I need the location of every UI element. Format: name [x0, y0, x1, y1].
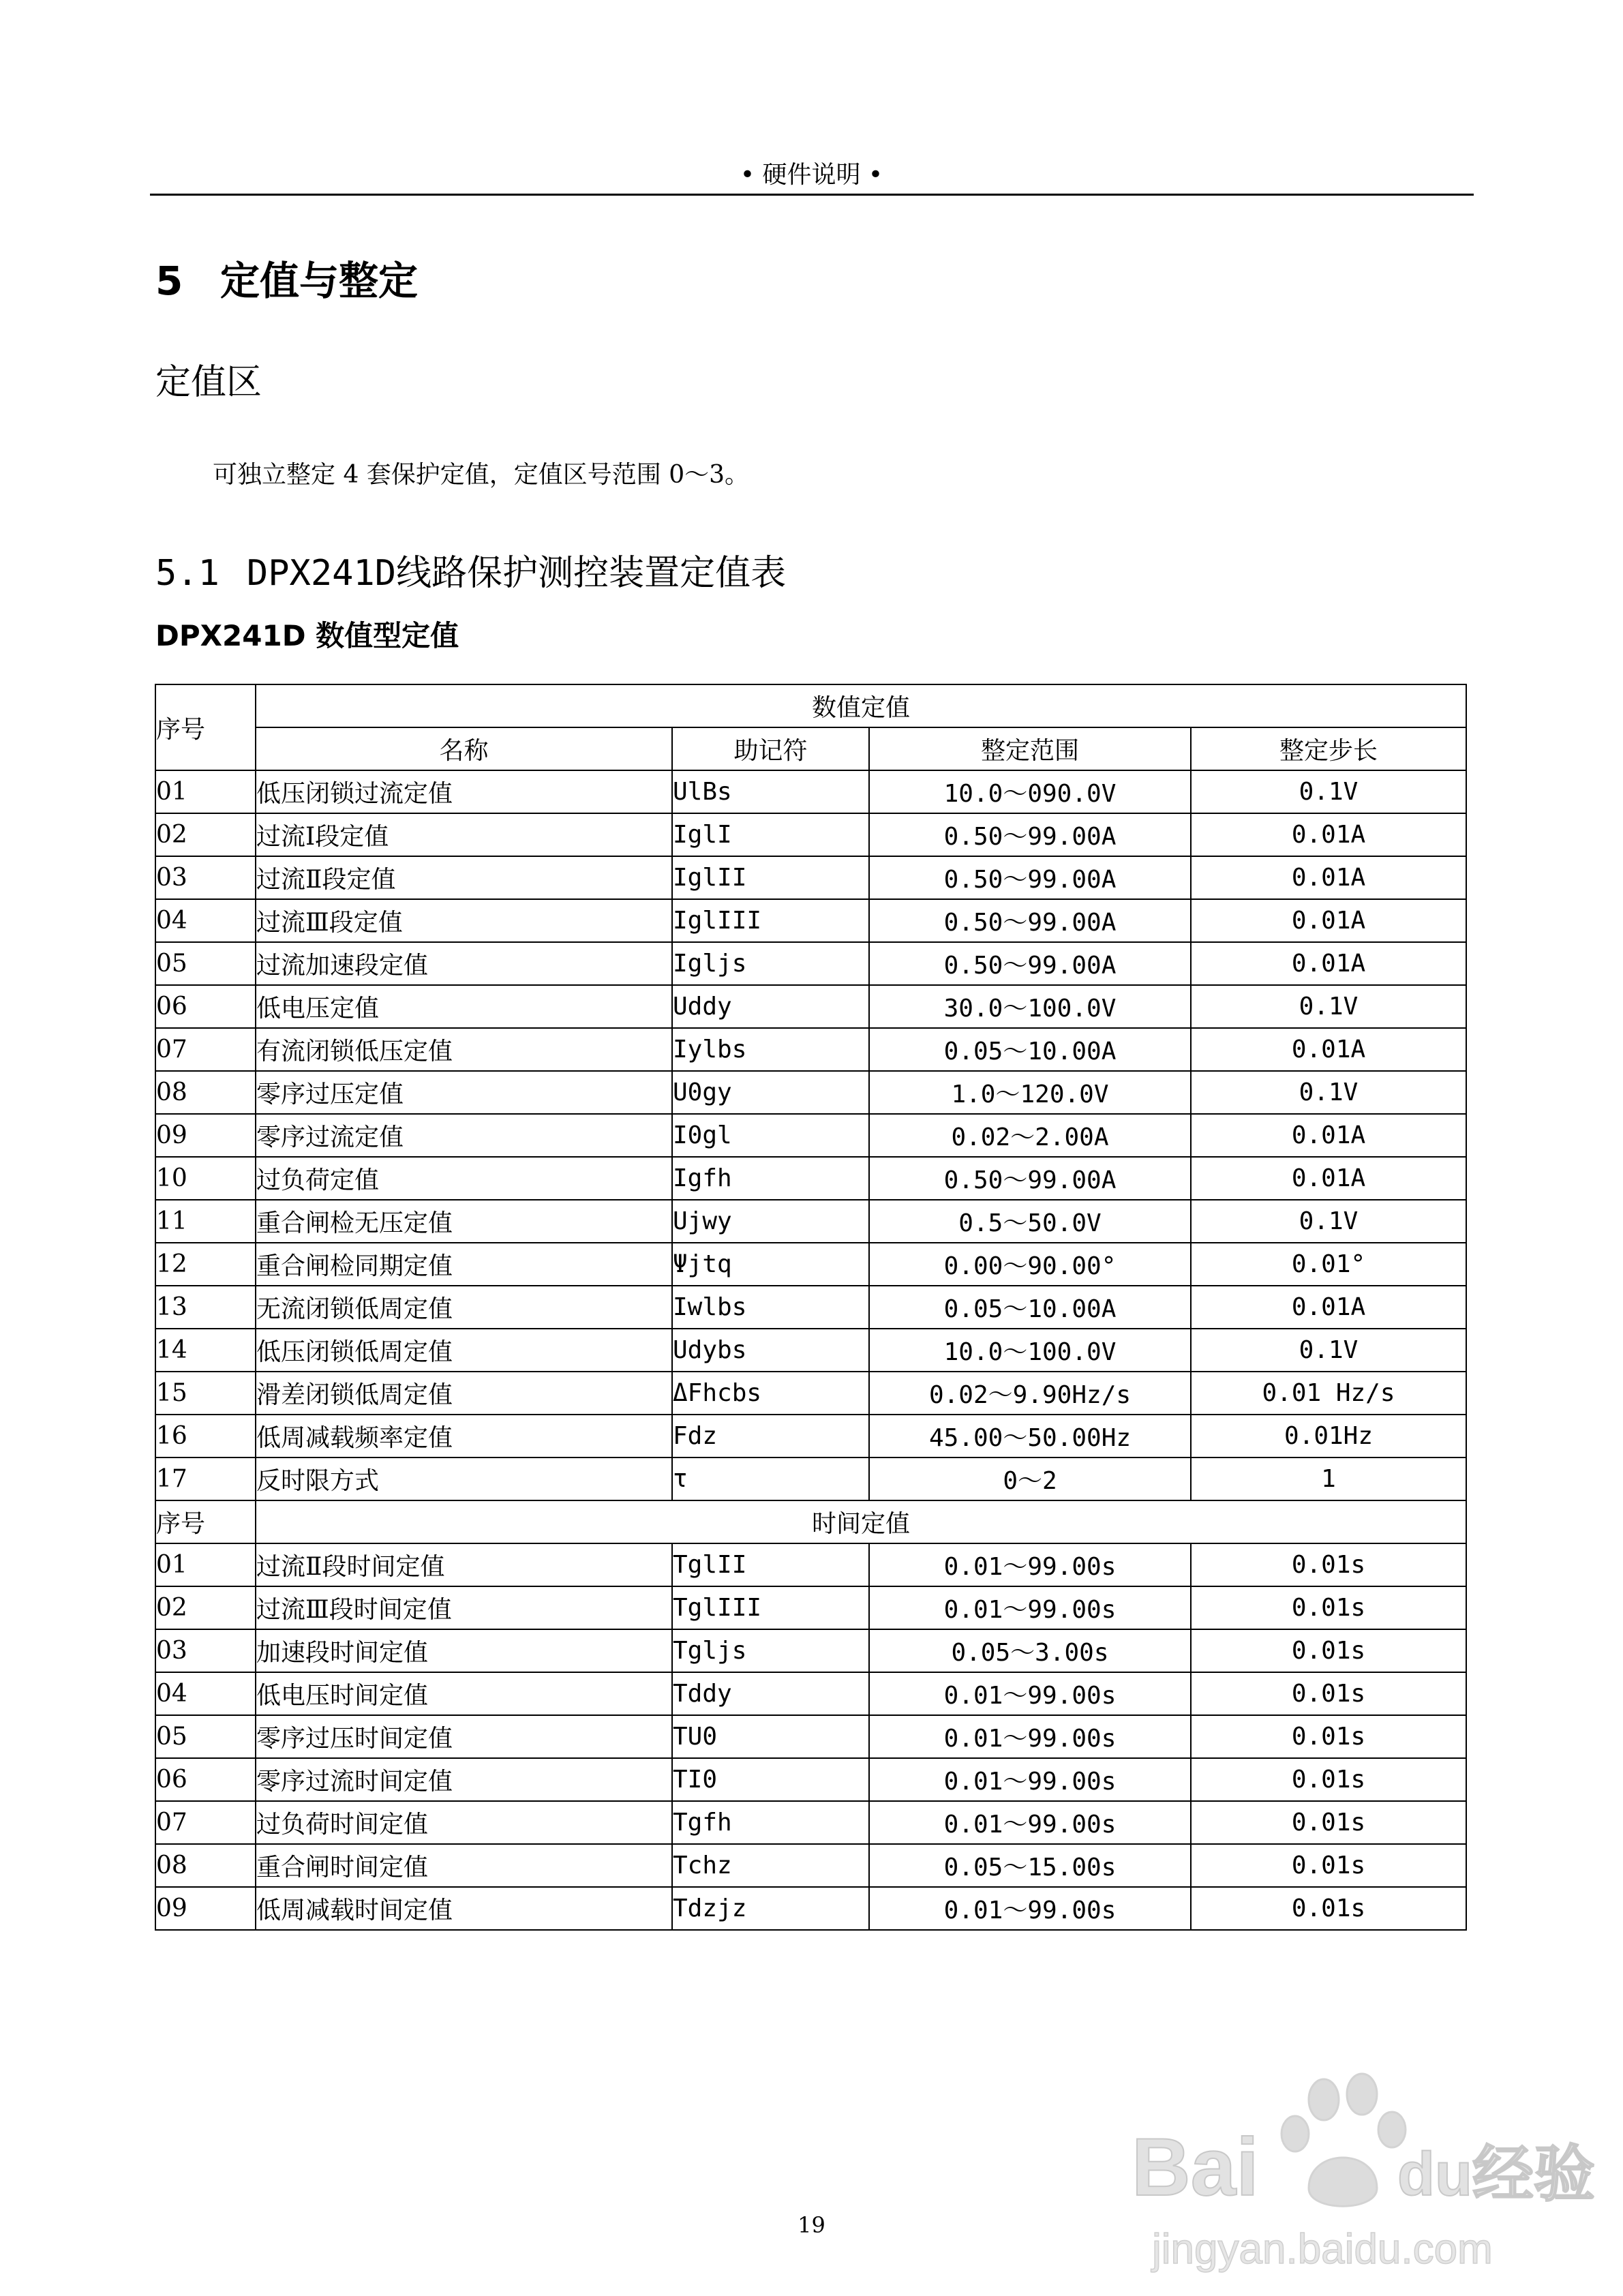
- step-cell: 0.01°: [1191, 1243, 1466, 1286]
- range-cell: 0～2: [869, 1457, 1191, 1500]
- settings-table: [155, 684, 1467, 1931]
- step-cell: 0.01A: [1191, 1286, 1466, 1329]
- table-row: [155, 1629, 1466, 1672]
- mnemonic-cell: Tgfh: [672, 1801, 869, 1844]
- paw-toe-icon: [1347, 2074, 1377, 2115]
- step-cell: 0.01A: [1191, 942, 1466, 985]
- range-cell: 0.50～99.00A: [869, 942, 1191, 985]
- page-number: 19: [798, 2212, 825, 2238]
- seq-cell: 17: [155, 1457, 256, 1500]
- mnemonic-cell: UlBs: [672, 770, 869, 813]
- mnemonic-cell: Tdzjz: [672, 1887, 869, 1930]
- mnemonic-cell: Udybs: [672, 1329, 869, 1372]
- range-cell: 0.50～99.00A: [869, 813, 1191, 856]
- seq-cell: 08: [155, 1844, 256, 1887]
- table-row: [155, 899, 1466, 942]
- section-number: 5: [155, 258, 183, 304]
- section-title: 定值与整定: [220, 258, 419, 304]
- name-cell: 低电压时间定值: [256, 1672, 672, 1715]
- step-cell: 0.1V: [1191, 1071, 1466, 1114]
- mnemonic-cell: IglIII: [672, 899, 869, 942]
- device-model: DPX241D: [246, 553, 397, 594]
- step-cell: 0.01s: [1191, 1801, 1466, 1844]
- step-cell: 0.01A: [1191, 813, 1466, 856]
- name-cell: 重合闸检无压定值: [256, 1200, 672, 1243]
- mnemonic-cell: TglIII: [672, 1586, 869, 1629]
- subsection-table-heading: [155, 544, 786, 595]
- table-row: [155, 1329, 1466, 1372]
- seq-cell: 13: [155, 1286, 256, 1329]
- name-cell: 过流Ⅲ段时间定值: [256, 1586, 672, 1629]
- step-cell: 0.01s: [1191, 1887, 1466, 1930]
- mnemonic-cell: TU0: [672, 1715, 869, 1758]
- seq-cell: 14: [155, 1329, 256, 1372]
- mnemonic-cell: Iylbs: [672, 1028, 869, 1071]
- table-header-row-1: [155, 684, 1466, 727]
- table-row: [155, 1071, 1466, 1114]
- range-cell: 0.01～99.00s: [869, 1758, 1191, 1801]
- table-row: [155, 1157, 1466, 1200]
- name-cell: 有流闭锁低压定值: [256, 1028, 672, 1071]
- table-row: [155, 1672, 1466, 1715]
- seq-cell: 15: [155, 1372, 256, 1415]
- name-cell: 过负荷定值: [256, 1157, 672, 1200]
- table-row: [155, 1415, 1466, 1457]
- seq-header: 序号: [155, 1500, 256, 1543]
- name-cell: 无流闭锁低周定值: [256, 1286, 672, 1329]
- step-cell: 0.01A: [1191, 1028, 1466, 1071]
- seq-cell: 06: [155, 985, 256, 1028]
- name-cell: 过流加速段定值: [256, 942, 672, 985]
- seq-cell: 04: [155, 1672, 256, 1715]
- mnemonic-cell: Tddy: [672, 1672, 869, 1715]
- name-cell: 低周减载频率定值: [256, 1415, 672, 1457]
- step-cell: 0.1V: [1191, 1200, 1466, 1243]
- seq-cell: 06: [155, 1758, 256, 1801]
- mnemonic-cell: Tgljs: [672, 1629, 869, 1672]
- range-cell: 0.50～99.00A: [869, 856, 1191, 899]
- range-cell: 0.05～10.00A: [869, 1028, 1191, 1071]
- baidu-watermark: [1125, 2059, 1595, 2284]
- range-cell: 0.02～9.90Hz/s: [869, 1372, 1191, 1415]
- range-cell: 0.05～3.00s: [869, 1629, 1191, 1672]
- name-cell: 滑差闭锁低周定值: [256, 1372, 672, 1415]
- table-row: [155, 1715, 1466, 1758]
- subsection-title: 线路保护测控装置定值表: [396, 553, 787, 594]
- watermark-brand-cn: du经验: [1397, 2141, 1595, 2209]
- mnemonic-cell: TI0: [672, 1758, 869, 1801]
- step-cell: 0.01s: [1191, 1543, 1466, 1586]
- range-cell: 30.0～100.0V: [869, 985, 1191, 1028]
- range-cell: 1.0～120.0V: [869, 1071, 1191, 1114]
- col-header-mnemonic: 助记符: [672, 727, 869, 770]
- table-row: [155, 813, 1466, 856]
- step-cell: 0.01A: [1191, 899, 1466, 942]
- table-row: [155, 1200, 1466, 1243]
- name-cell: 零序过流定值: [256, 1114, 672, 1157]
- name-cell: 重合闸检同期定值: [256, 1243, 672, 1286]
- name-cell: 加速段时间定值: [256, 1629, 672, 1672]
- mnemonic-cell: Igljs: [672, 942, 869, 985]
- table-row: [155, 1457, 1466, 1500]
- name-cell: 过流Ⅰ段定值: [256, 813, 672, 856]
- step-cell: 0.01s: [1191, 1629, 1466, 1672]
- step-cell: 0.01s: [1191, 1672, 1466, 1715]
- name-cell: 过负荷时间定值: [256, 1801, 672, 1844]
- table-row: [155, 1887, 1466, 1930]
- paw-toe-icon: [1309, 2079, 1339, 2120]
- table-header-row-2: [155, 727, 1466, 770]
- name-cell: 重合闸时间定值: [256, 1844, 672, 1887]
- name-cell: 零序过压时间定值: [256, 1715, 672, 1758]
- range-cell: 0.5～50.0V: [869, 1200, 1191, 1243]
- name-cell: 低压闭锁过流定值: [256, 770, 672, 813]
- seq-cell: 05: [155, 1715, 256, 1758]
- zone-paragraph: 可独立整定 4 套保护定值，定值区号范围 0～3。: [213, 461, 750, 489]
- table-row: [155, 1586, 1466, 1629]
- range-cell: 0.05～15.00s: [869, 1844, 1191, 1887]
- step-cell: 0.01A: [1191, 856, 1466, 899]
- page-header: • 硬件说明 •: [740, 161, 883, 189]
- seq-cell: 01: [155, 770, 256, 813]
- name-cell: 零序过压定值: [256, 1071, 672, 1114]
- mnemonic-cell: I0gl: [672, 1114, 869, 1157]
- seq-cell: 04: [155, 899, 256, 942]
- seq-cell: 07: [155, 1028, 256, 1071]
- mnemonic-cell: ΔFhcbs: [672, 1372, 869, 1415]
- seq-cell: 11: [155, 1200, 256, 1243]
- seq-cell: 10: [155, 1157, 256, 1200]
- mnemonic-cell: Ψjtq: [672, 1243, 869, 1286]
- range-cell: 0.05～10.00A: [869, 1286, 1191, 1329]
- step-cell: 0.01A: [1191, 1114, 1466, 1157]
- table-row: [155, 1372, 1466, 1415]
- name-cell: 低周减载时间定值: [256, 1887, 672, 1930]
- mnemonic-cell: IglI: [672, 813, 869, 856]
- name-cell: 反时限方式: [256, 1457, 672, 1500]
- paw-pad-icon: [1309, 2158, 1377, 2206]
- step-cell: 0.01A: [1191, 1157, 1466, 1200]
- table-row: [155, 942, 1466, 985]
- mnemonic-cell: Igfh: [672, 1157, 869, 1200]
- step-cell: 0.1V: [1191, 985, 1466, 1028]
- subsection-number: 5.1: [155, 553, 219, 594]
- seq-cell: 01: [155, 1543, 256, 1586]
- table-row: [155, 770, 1466, 813]
- seq-cell: 09: [155, 1114, 256, 1157]
- seq-cell: 08: [155, 1071, 256, 1114]
- seq-cell: 12: [155, 1243, 256, 1286]
- seq-cell: 07: [155, 1801, 256, 1844]
- range-cell: 0.02～2.00A: [869, 1114, 1191, 1157]
- group-header-time: 时间定值: [256, 1500, 1466, 1543]
- range-cell: 45.00～50.00Hz: [869, 1415, 1191, 1457]
- mnemonic-cell: U0gy: [672, 1071, 869, 1114]
- seq-cell: 02: [155, 813, 256, 856]
- col-header-name: 名称: [256, 727, 672, 770]
- step-cell: 0.1V: [1191, 1329, 1466, 1372]
- range-cell: 0.01～99.00s: [869, 1715, 1191, 1758]
- col-header-range: 整定范围: [869, 727, 1191, 770]
- step-cell: 0.1V: [1191, 770, 1466, 813]
- mnemonic-cell: Uddy: [672, 985, 869, 1028]
- name-cell: 低电压定值: [256, 985, 672, 1028]
- name-cell: 过流Ⅱ段定值: [256, 856, 672, 899]
- range-cell: 10.0～090.0V: [869, 770, 1191, 813]
- section-heading: [155, 249, 418, 306]
- range-cell: 0.01～99.00s: [869, 1887, 1191, 1930]
- seq-cell: 03: [155, 1629, 256, 1672]
- range-cell: 10.0～100.0V: [869, 1329, 1191, 1372]
- paw-toe-icon: [1281, 2116, 1309, 2151]
- table-row: [155, 1844, 1466, 1887]
- watermark-url: jingyan.baidu.com: [1152, 2226, 1493, 2273]
- range-cell: 0.01～99.00s: [869, 1672, 1191, 1715]
- step-cell: 0.01s: [1191, 1844, 1466, 1887]
- table-row: [155, 1114, 1466, 1157]
- range-cell: 0.01～99.00s: [869, 1586, 1191, 1629]
- seq-cell: 03: [155, 856, 256, 899]
- step-cell: 1: [1191, 1457, 1466, 1500]
- mnemonic-cell: Fdz: [672, 1415, 869, 1457]
- table-row: [155, 1028, 1466, 1071]
- header-divider: [150, 194, 1474, 196]
- name-cell: 低压闭锁低周定值: [256, 1329, 672, 1372]
- range-cell: 0.00～90.00°: [869, 1243, 1191, 1286]
- name-cell: 过流Ⅲ段定值: [256, 899, 672, 942]
- table-row: [155, 1243, 1466, 1286]
- mnemonic-cell: Tchz: [672, 1844, 869, 1887]
- watermark-brand: Bai: [1132, 2121, 1259, 2213]
- table-row: [155, 985, 1466, 1028]
- range-cell: 0.50～99.00A: [869, 1157, 1191, 1200]
- mnemonic-cell: TglII: [672, 1543, 869, 1586]
- col-header-step: 整定步长: [1191, 727, 1466, 770]
- step-cell: 0.01s: [1191, 1758, 1466, 1801]
- mnemonic-cell: Ujwy: [672, 1200, 869, 1243]
- step-cell: 0.01Hz: [1191, 1415, 1466, 1457]
- seq-cell: 02: [155, 1586, 256, 1629]
- step-cell: 0.01 Hz/s: [1191, 1372, 1466, 1415]
- table-row: [155, 856, 1466, 899]
- seq-cell: 05: [155, 942, 256, 985]
- step-cell: 0.01s: [1191, 1715, 1466, 1758]
- subsection-zone-title: 定值区: [155, 362, 262, 403]
- range-cell: 0.50～99.00A: [869, 899, 1191, 942]
- mnemonic-cell: Iwlbs: [672, 1286, 869, 1329]
- range-cell: 0.01～99.00s: [869, 1543, 1191, 1586]
- range-cell: 0.01～99.00s: [869, 1801, 1191, 1844]
- table-caption: DPX241D 数值型定值: [155, 619, 459, 652]
- table-row: [155, 1543, 1466, 1586]
- seq-header: 序号: [155, 684, 256, 770]
- table-row: [155, 1758, 1466, 1801]
- group-header-numeric: 数值定值: [256, 684, 1466, 727]
- step-cell: 0.01s: [1191, 1586, 1466, 1629]
- table-row: [155, 1286, 1466, 1329]
- mnemonic-cell: τ: [672, 1457, 869, 1500]
- time-group-header-row: [155, 1500, 1466, 1543]
- mnemonic-cell: IglII: [672, 856, 869, 899]
- seq-cell: 16: [155, 1415, 256, 1457]
- table-row: [155, 1801, 1466, 1844]
- name-cell: 过流Ⅱ段时间定值: [256, 1543, 672, 1586]
- name-cell: 零序过流时间定值: [256, 1758, 672, 1801]
- seq-cell: 09: [155, 1887, 256, 1930]
